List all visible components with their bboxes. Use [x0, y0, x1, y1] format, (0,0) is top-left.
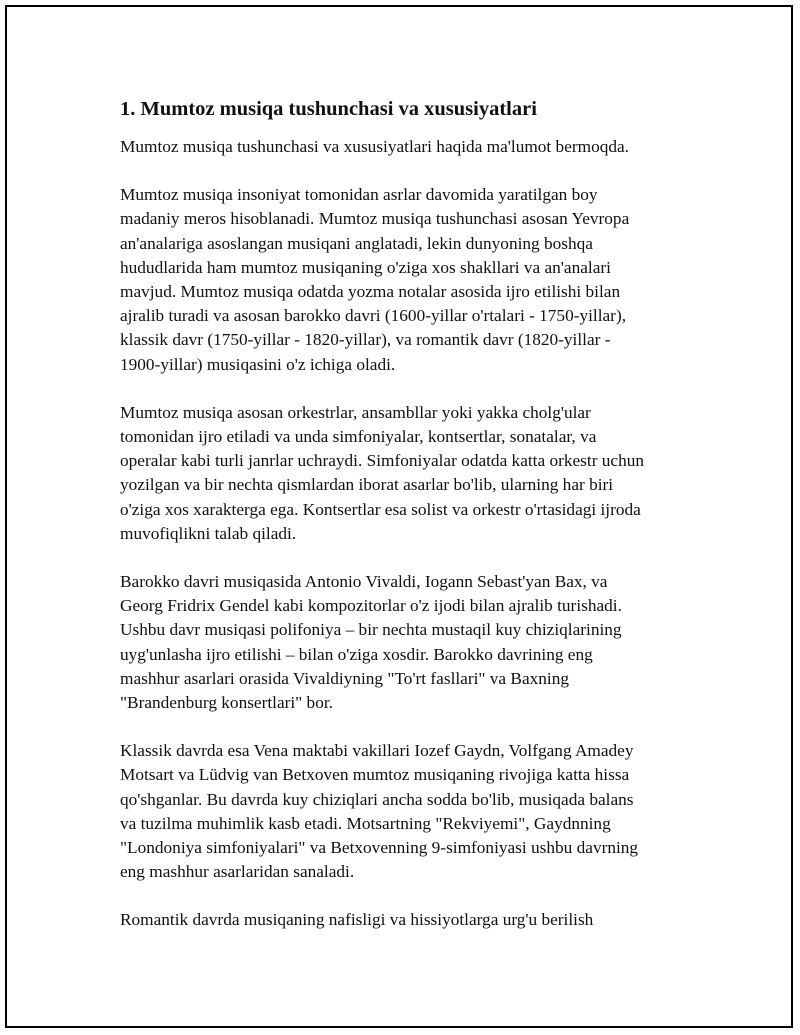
paragraph-classical — [120, 739, 680, 884]
text-line: 1900-yillar) musiqasini o'z ichiga oladi. — [120, 354, 396, 374]
paragraph-overview — [120, 183, 680, 377]
paragraph-baroque — [120, 570, 680, 715]
text-line: operalar kabi turli janrlar uchraydi. Simfoniyalar odatda katta orkestr uchun — [120, 451, 645, 471]
text-line: ajralib turadi va asosan barokko davri (1600-yillar o'rtalari - 1750-yillar), — [120, 306, 627, 326]
text-line: Klassik davrda esa Vena maktabi vakillari Iozef Gaydn, Volfgang Amadey — [120, 741, 634, 761]
text-line: "Brandenburg konsertlari" bor. — [120, 693, 333, 713]
text-line: Mumtoz musiqa asosan orkestrlar, ansambllar yoki yakka cholg'ular — [120, 402, 591, 422]
text-line: klassik davr (1750-yillar - 1820-yillar), va romantik davr (1820-yillar - — [120, 330, 611, 350]
text-line: eng mashhur asarlaridan sanaladi. — [120, 862, 355, 882]
text-line: "Londoniya simfoniyalari" va Betxovenning 9-simfoniyasi ushbu davrning — [120, 838, 639, 858]
text-line: Romantik davrda musiqaning nafisligi va hissiyotlarga urg'u berilish — [120, 910, 594, 930]
text-line: an'analariga asoslangan musiqani anglatadi, lekin dunyoning boshqa — [120, 233, 593, 253]
text-line: yozilgan va bir nechta qismlardan iborat asarlar bo'lib, ularning har biri — [120, 475, 614, 495]
text-line: Mumtoz musiqa tushunchasi va xususiyatlari haqida ma'lumot bermoqda. — [120, 137, 629, 156]
text-line: Motsart va Lüdvig van Betxoven mumtoz musiqaning rivojiga katta hissa — [120, 765, 630, 785]
text-line: uyg'unlasha ijro etilishi – bilan o'ziga xosdir. Barokko davrining eng — [120, 644, 593, 664]
text-line: Barokko davri musiqasida Antonio Vivaldi, Iogann Sebast'yan Bax, va — [120, 572, 608, 592]
text-line: tomonidan ijro etiladi va unda simfoniyalar, kontsertlar, sonatalar, va — [120, 427, 597, 447]
paragraph-intro — [120, 135, 680, 159]
text-line: Ushbu davr musiqasi polifoniya – bir nechta mustaqil kuy chiziqlarining — [120, 620, 622, 640]
text-line: Mumtoz musiqa insoniyat tomonidan asrlar davomida yaratilgan boy — [120, 185, 598, 205]
text-line: hududlarida ham mumtoz musiqaning o'ziga xos shakllari va an'analari — [120, 257, 611, 277]
paragraph-romantic — [120, 908, 680, 932]
text-line: o'ziga xos xarakterga ega. Kontsertlar esa solist va orkestr o'rtasidagi ijroda — [120, 499, 641, 519]
text-line: muvofiqlikni talab qiladi. — [120, 523, 297, 543]
text-line: va tuzilma muhimlik kasb etadi. Motsartning "Rekviyemi", Gaydnning — [120, 813, 611, 833]
section-title: 1. Mumtoz musiqa tushunchasi va xususiyatlari — [120, 98, 537, 120]
paragraph-genres — [120, 401, 680, 546]
text-line: qo'shganlar. Bu davrda kuy chiziqlari ancha sodda bo'lib, musiqada balans — [120, 789, 634, 809]
text-line: Georg Fridrix Gendel kabi kompozitorlar o'z ijodi bilan ajralib turishadi. — [120, 596, 622, 616]
text-line: mashhur asarlari orasida Vivaldiyning "To'rt fasllari" va Baxning — [120, 668, 569, 688]
text-line: mavjud. Mumtoz musiqa odatda yozma notalar asosida ijro etilishi bilan — [120, 282, 621, 302]
document-page — [5, 5, 793, 1028]
text-line: madaniy meros hisoblanadi. Mumtoz musiqa tushunchasi asosan Yevropa — [120, 209, 630, 229]
document-content — [120, 93, 680, 957]
